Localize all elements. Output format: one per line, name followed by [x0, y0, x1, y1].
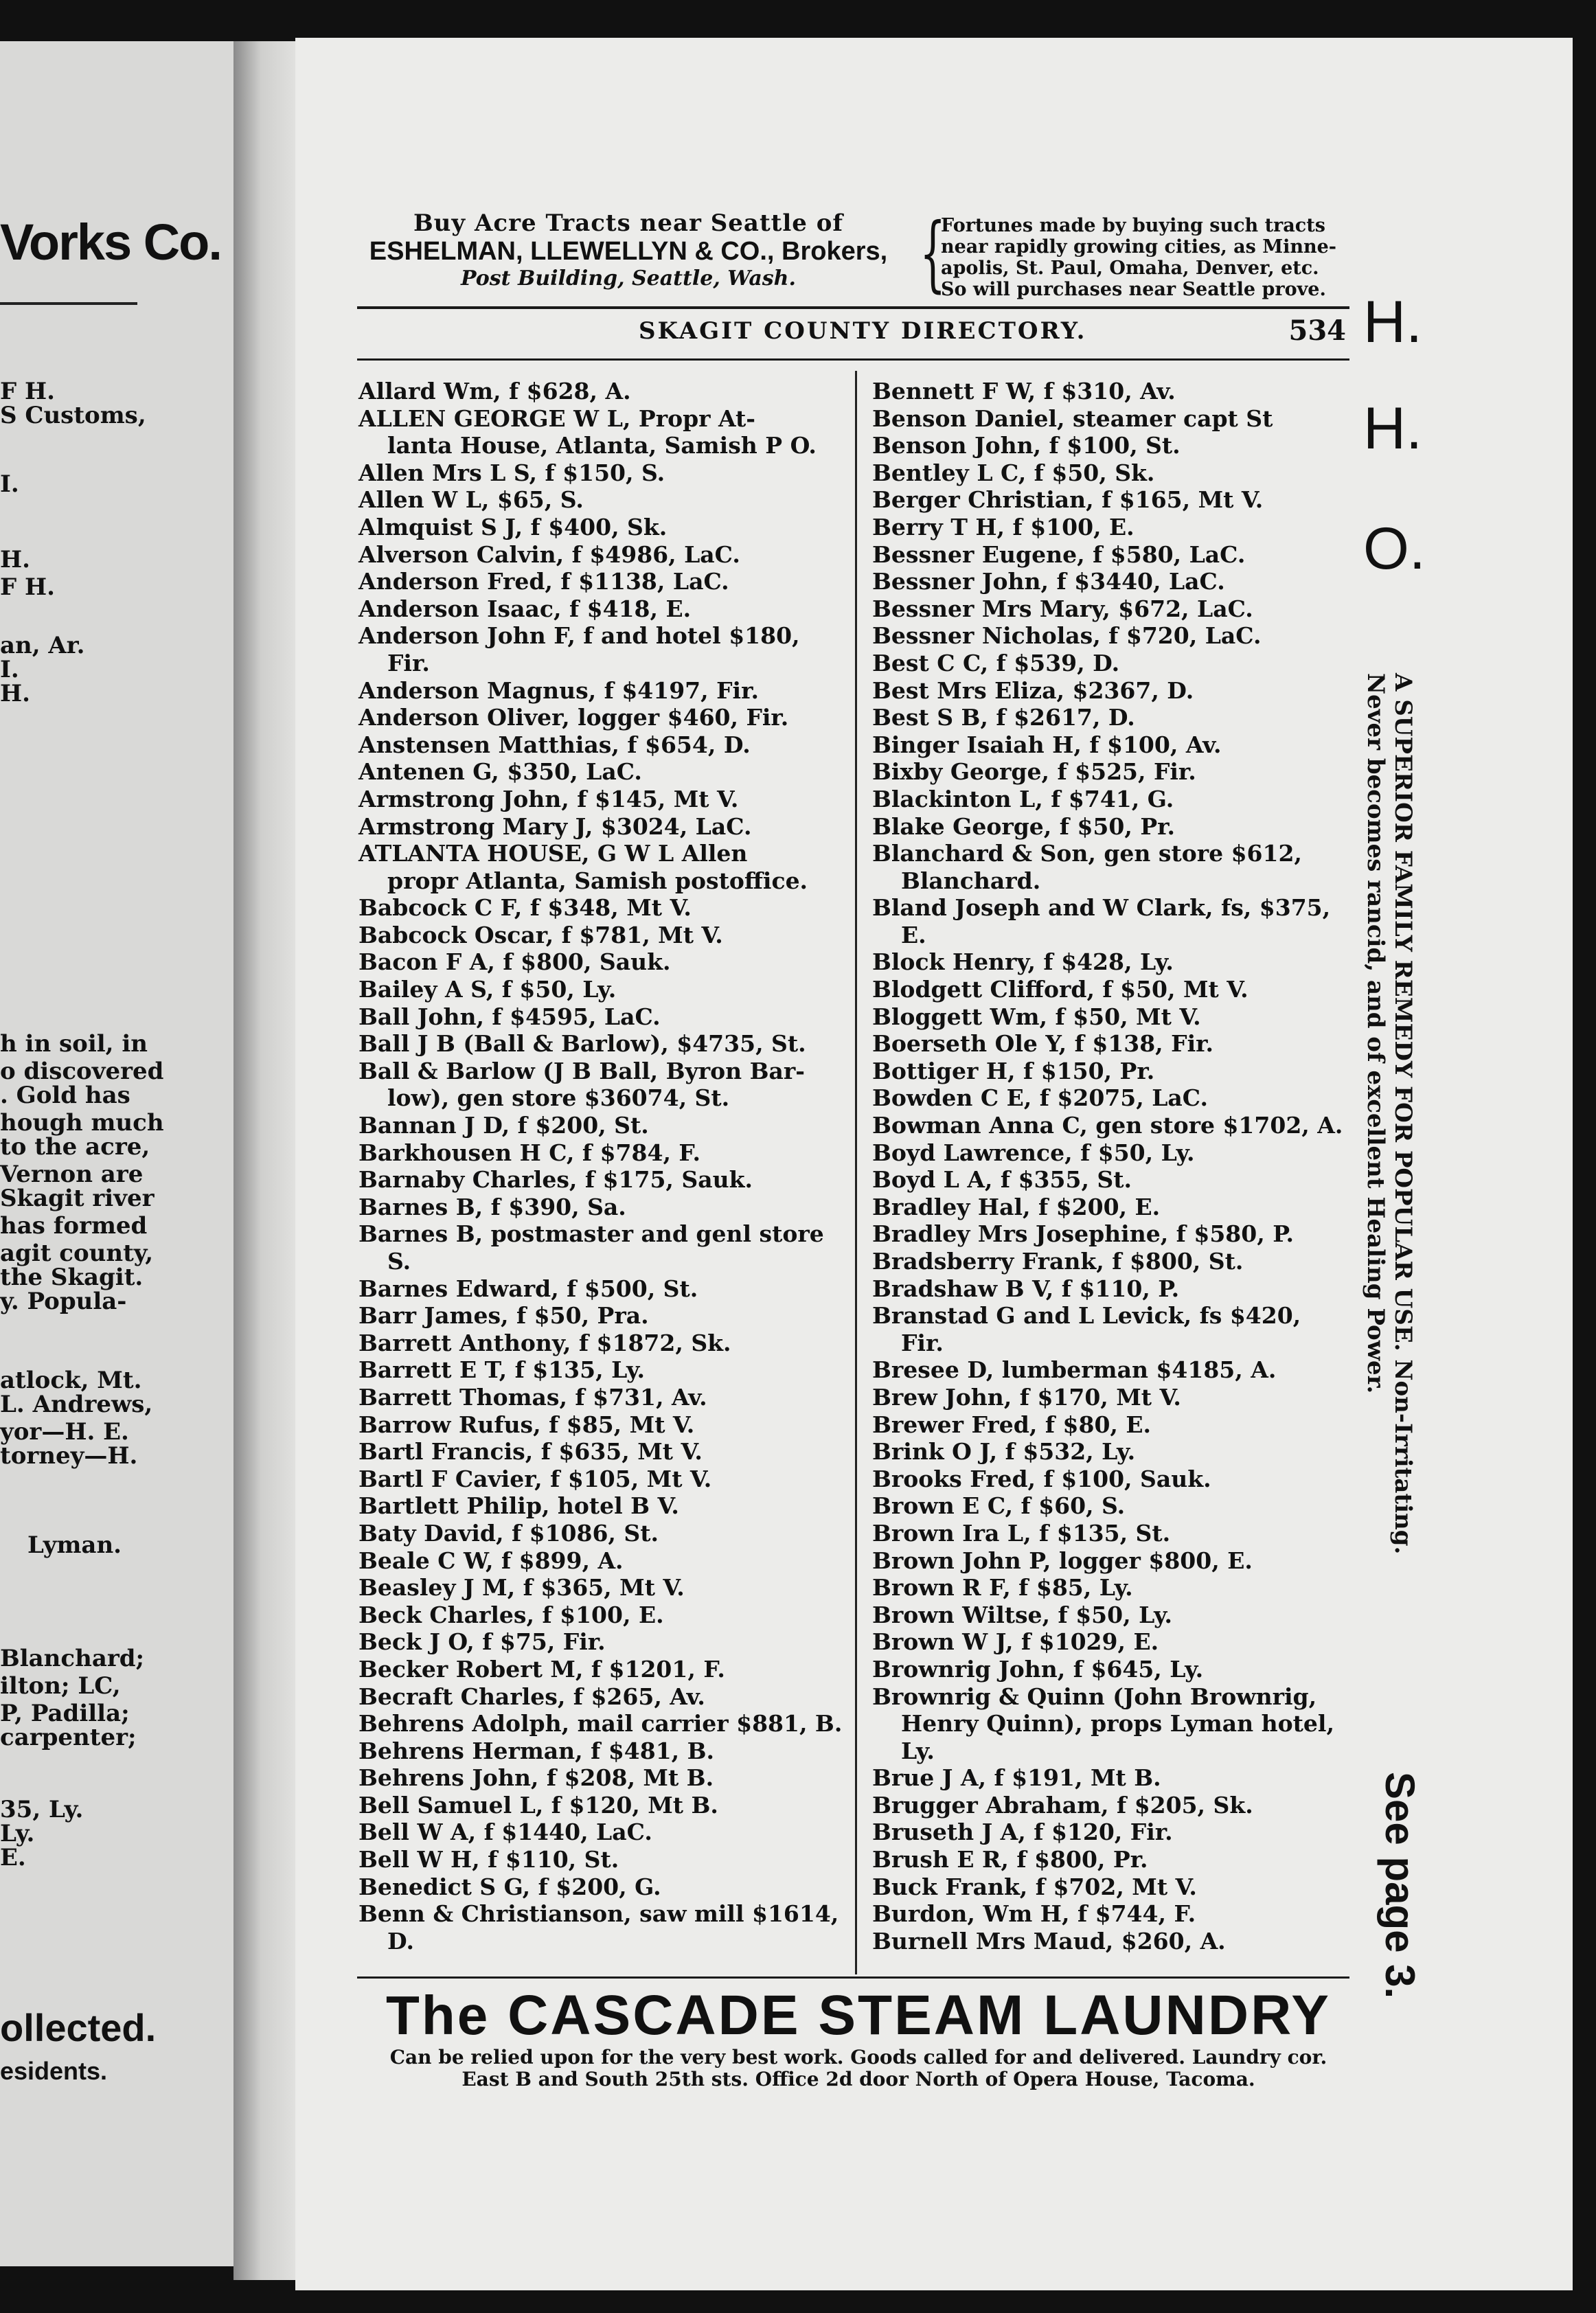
bottom-rule: [357, 1976, 1349, 1979]
directory-entry: Blackinton L, f $741, G.: [872, 785, 1174, 812]
left-page-fragment: H.: [0, 546, 30, 573]
directory-entry: E.: [901, 921, 926, 948]
left-page-fragment: Lyman.: [27, 1531, 122, 1559]
directory-entry: Bell W H, f $110, St.: [358, 1846, 619, 1873]
side-ad-letter: H.: [1363, 396, 1422, 462]
directory-entry: Block Henry, f $428, Ly.: [872, 948, 1174, 976]
left-page-fragment: carpenter;: [0, 1724, 137, 1751]
directory-entry: Anderson Fred, f $1138, LaC.: [358, 568, 729, 595]
directory-entry: Armstrong Mary J, $3024, LaC.: [358, 812, 752, 840]
directory-entry: Bacon F A, f $800, Sauk.: [358, 948, 671, 976]
directory-entry: Allen W L, $65, S.: [358, 486, 584, 514]
directory-entry: Bradshaw B V, f $110, P.: [872, 1275, 1180, 1302]
left-page-fragment: . Gold has: [0, 1082, 130, 1109]
brace-glyph: {: [920, 206, 946, 301]
directory-entry: Branstad G and L Levick, fs $420,: [872, 1302, 1301, 1330]
directory-entry: Ball & Barlow (J B Ball, Byron Bar-: [358, 1057, 805, 1084]
side-ad-see-page: See page 3.: [1377, 1772, 1423, 1999]
directory-entry: Boyd Lawrence, f $50, Ly.: [872, 1139, 1195, 1166]
directory-entry: Anstensen Matthias, f $654, D.: [358, 731, 751, 758]
left-page-fragment: the Skagit.: [0, 1264, 144, 1291]
directory-entry: Bell W A, f $1440, LaC.: [358, 1819, 652, 1846]
directory-entry: Babcock Oscar, f $781, Mt V.: [358, 921, 723, 948]
left-page-fragment: S Customs,: [0, 402, 146, 429]
directory-entry: Alverson Calvin, f $4986, LaC.: [358, 540, 740, 568]
directory-entry: Best Mrs Eliza, $2367, D.: [872, 676, 1194, 704]
laundry-line-2: East B and South 25th sts. Office 2d door North of Opera House, Tacoma.: [461, 2068, 1255, 2090]
directory-entry: S.: [387, 1248, 411, 1275]
directory-entry: Bowden C E, f $2075, LaC.: [872, 1084, 1208, 1112]
left-page-fragment: yor—H. E.: [0, 1418, 129, 1446]
side-ad-line-1: A SUPERIOR FAMILY REMEDY FOR POPULAR USE. Non-Irritating.: [1389, 673, 1417, 1555]
top-ad-line-3: Post Building, Seattle, Wash.: [461, 266, 796, 290]
top-advertisement: [357, 206, 1360, 306]
left-page-fragment: H.: [0, 680, 30, 707]
directory-entry: propr Atlanta, Samish postoffice.: [387, 867, 808, 894]
directory-entry: Barnes B, postmaster and genl store: [358, 1220, 824, 1248]
directory-entry: Baty David, f $1086, St.: [358, 1519, 659, 1547]
left-page-fragment: P, Padilla;: [0, 1700, 130, 1727]
left-page-fragment: has formed: [0, 1212, 148, 1240]
directory-entry: Burnell Mrs Maud, $260, A.: [872, 1927, 1226, 1955]
directory-entry: Bessner John, f $3440, LaC.: [872, 568, 1225, 595]
top-ad-line-1: Buy Acre Tracts near Seattle of: [413, 209, 844, 237]
directory-entry: Babcock C F, f $348, Mt V.: [358, 894, 692, 922]
directory-entry: Ball J B (Ball & Barlow), $4735, St.: [358, 1030, 806, 1058]
book-gutter: [233, 41, 302, 2280]
side-advertisement: [1363, 288, 1425, 2019]
directory-entry: Binger Isaiah H, f $100, Av.: [872, 731, 1222, 758]
directory-entry: Bradley Hal, f $200, E.: [872, 1193, 1161, 1220]
directory-entry: ALLEN GEORGE W L, Propr At-: [358, 405, 755, 432]
directory-entry: Bixby George, f $525, Fir.: [872, 758, 1196, 786]
directory-entry: Ball John, f $4595, LaC.: [358, 1003, 661, 1030]
directory-entry: Benson John, f $100, St.: [872, 432, 1181, 459]
directory-entry: ATLANTA HOUSE, G W L Allen: [358, 840, 748, 867]
directory-entry: Boerseth Ole Y, f $138, Fir.: [872, 1030, 1213, 1058]
directory-entry: Brue J A, f $191, Mt B.: [872, 1764, 1161, 1792]
directory-entry: Barrett E T, f $135, Ly.: [358, 1356, 645, 1384]
side-ad-letter: H.: [1363, 289, 1422, 355]
directory-entry: Bessner Mrs Mary, $672, LaC.: [872, 595, 1253, 622]
directory-entry: Becraft Charles, f $265, Av.: [358, 1683, 705, 1710]
directory-entry: Beasley J M, f $365, Mt V.: [358, 1574, 685, 1602]
laundry-title-rest: CASCADE STEAM LAUNDRY: [508, 1984, 1331, 2047]
left-page-fragment: agit county,: [0, 1240, 154, 1267]
directory-entry: Barr James, f $50, Pra.: [358, 1302, 649, 1330]
left-page-rule: [0, 302, 137, 305]
left-page-fragment: to the acre,: [0, 1133, 150, 1161]
directory-entry: Henry Quinn), props Lyman hotel,: [901, 1710, 1334, 1737]
directory-entry: Bradley Mrs Josephine, f $580, P.: [872, 1220, 1295, 1248]
left-page-fragment: h in soil, in: [0, 1030, 148, 1058]
directory-entry: Bloggett Wm, f $50, Mt V.: [872, 1003, 1201, 1030]
directory-entry: Almquist S J, f $400, Sk.: [358, 513, 668, 540]
bottom-advertisement: [357, 1985, 1360, 2090]
directory-entry: Brooks Fred, f $100, Sauk.: [872, 1465, 1211, 1492]
left-page-fragment: I.: [0, 656, 19, 683]
directory-entry: Anderson Oliver, logger $460, Fir.: [358, 704, 789, 731]
directory-entry: Bottiger H, f $150, Pr.: [872, 1057, 1155, 1084]
left-page-fragment: torney—H.: [0, 1442, 138, 1470]
left-page-fragment: I.: [0, 470, 19, 498]
directory-entry: Armstrong John, f $145, Mt V.: [358, 785, 739, 812]
directory-entry: Brownrig & Quinn (John Brownrig,: [872, 1683, 1317, 1710]
directory-entry: Bland Joseph and W Clark, fs, $375,: [872, 894, 1331, 922]
directory-entry: Anderson Isaac, f $418, E.: [358, 595, 692, 622]
left-footer-line-1: ollected.: [0, 2006, 157, 2049]
directory-entry: Brown Wiltse, f $50, Ly.: [872, 1601, 1172, 1628]
directory-entry: Beale C W, f $899, A.: [358, 1547, 624, 1574]
side-ad-line-2: Never becomes rancid, and of excellent Healing Power.: [1362, 673, 1389, 1394]
directory-entry: Barrett Anthony, f $1872, Sk.: [358, 1329, 731, 1356]
directory-entry: Barrett Thomas, f $731, Av.: [358, 1383, 707, 1411]
running-head: [357, 317, 1346, 352]
left-page-fragment: Blanchard;: [0, 1645, 145, 1672]
top-ad-right-line: apolis, St. Paul, Omaha, Denver, etc.: [941, 258, 1319, 279]
directory-entry: Brownrig John, f $645, Ly.: [872, 1655, 1204, 1683]
top-ad-right-line: So will purchases near Seattle prove.: [941, 279, 1326, 300]
directory-entry: Bailey A S, f $50, Ly.: [358, 976, 617, 1003]
directory-entry: Buck Frank, f $702, Mt V.: [872, 1873, 1197, 1900]
top-ad-left: [357, 209, 900, 290]
directory-entry: Brown John P, logger $800, E.: [872, 1547, 1253, 1574]
left-page-header: Vorks Co.: [0, 214, 221, 271]
directory-entry: Benedict S G, f $200, G.: [358, 1873, 661, 1900]
directory-entry: Blake George, f $50, Pr.: [872, 812, 1175, 840]
directory-entry: Benn & Christianson, saw mill $1614,: [358, 1900, 839, 1928]
directory-entry: low), gen store $36074, St.: [387, 1084, 730, 1112]
directory-entry: Beck Charles, f $100, E.: [358, 1601, 664, 1628]
directory-entry: Bessner Nicholas, f $720, LaC.: [872, 622, 1262, 650]
left-page-fragment: o discovered: [0, 1058, 164, 1085]
directory-entry: Ly.: [901, 1737, 935, 1764]
directory-entry: Bessner Eugene, f $580, LaC.: [872, 540, 1246, 568]
directory-entry: Barnes Edward, f $500, St.: [358, 1275, 698, 1302]
top-ad-right: [941, 215, 1367, 300]
left-page-fragment: Skagit river: [0, 1185, 155, 1212]
left-page-fragment: Vernon are: [0, 1161, 144, 1188]
directory-entry: Allen Mrs L S, f $150, S.: [358, 459, 665, 486]
directory-entry: Antenen G, $350, LaC.: [358, 758, 642, 786]
directory-column-2: [872, 378, 1353, 1955]
directory-entry: Behrens Herman, f $481, B.: [358, 1737, 715, 1764]
left-page-fragment: hough much: [0, 1109, 164, 1137]
left-page-fragment: F H.: [0, 378, 55, 405]
top-rule: [357, 306, 1349, 309]
laundry-title-the: The: [386, 1985, 490, 2046]
directory-entry: Brush E R, f $800, Pr.: [872, 1846, 1148, 1873]
directory-entry: Brown Ira L, f $135, St.: [872, 1519, 1171, 1547]
directory-entry: Benson Daniel, steamer capt St: [872, 405, 1273, 432]
directory-column-1: [358, 378, 843, 1955]
left-page-fragment: ilton; LC,: [0, 1672, 121, 1700]
directory-entry: Best S B, f $2617, D.: [872, 704, 1135, 731]
left-footer-line-2: esidents.: [0, 2057, 108, 2085]
directory-entry: Brown R F, f $85, Ly.: [872, 1574, 1133, 1602]
top-ad-right-line: near rapidly growing cities, as Minne-: [941, 236, 1337, 258]
directory-entry: Boyd L A, f $355, St.: [872, 1166, 1132, 1194]
directory-entry: Brugger Abraham, f $205, Sk.: [872, 1791, 1253, 1819]
directory-entry: Behrens Adolph, mail carrier $881, B.: [358, 1710, 843, 1737]
directory-entry: Bentley L C, f $50, Sk.: [872, 459, 1155, 486]
directory-entry: Barnaby Charles, f $175, Sauk.: [358, 1166, 753, 1194]
directory-entry: Beck J O, f $75, Fir.: [358, 1628, 606, 1656]
directory-entry: Bartlett Philip, hotel B V.: [358, 1492, 679, 1520]
left-page-fragment: an, Ar.: [0, 632, 85, 659]
directory-entry: Blodgett Clifford, f $50, Mt V.: [872, 976, 1249, 1003]
directory-entry: Bannan J D, f $200, St.: [358, 1112, 649, 1139]
left-page-fragment: E.: [0, 1844, 26, 1871]
left-page-fragment: 35, Ly.: [0, 1796, 84, 1823]
directory-entry: Berger Christian, f $165, Mt V.: [872, 486, 1264, 514]
directory-title: SKAGIT COUNTY DIRECTORY.: [639, 317, 1087, 345]
directory-entry: Bowman Anna C, gen store $1702, A.: [872, 1112, 1343, 1139]
left-page-fragment: L. Andrews,: [0, 1391, 153, 1418]
left-facing-page: [0, 41, 233, 2266]
directory-entry: Bresee D, lumberman $4185, A.: [872, 1356, 1277, 1384]
directory-entry: lanta House, Atlanta, Samish P O.: [387, 432, 817, 459]
top-ad-right-line: Fortunes made by buying such tracts: [941, 215, 1325, 236]
directory-entry: Blanchard.: [901, 867, 1041, 894]
directory-entry: Fir.: [901, 1329, 944, 1356]
laundry-line-1: Can be relied upon for the very best work. Goods called for and delivered. Laundry cor.: [389, 2046, 1327, 2069]
directory-entry: Blanchard & Son, gen store $612,: [872, 840, 1302, 867]
directory-entry: Brewer Fred, f $80, E.: [872, 1411, 1152, 1438]
directory-entry: Brew John, f $170, Mt V.: [872, 1383, 1181, 1411]
side-ad-letter: O.: [1363, 516, 1426, 582]
directory-entry: Brink O J, f $532, Ly.: [872, 1438, 1136, 1466]
directory-entry: Anderson Magnus, f $4197, Fir.: [358, 676, 759, 704]
left-page-fragment: y. Popula-: [0, 1288, 127, 1315]
directory-entry: Behrens John, f $208, Mt B.: [358, 1764, 714, 1792]
directory-entry: Barnes B, f $390, Sa.: [358, 1193, 626, 1220]
directory-entry: Brown E C, f $60, S.: [872, 1492, 1126, 1520]
head-rule: [357, 358, 1349, 361]
left-page-fragment: Ly.: [0, 1820, 35, 1847]
directory-entry: Allard Wm, f $628, A.: [358, 378, 631, 405]
directory-entry: Brown W J, f $1029, E.: [872, 1628, 1159, 1656]
directory-entry: Barkhousen H C, f $784, F.: [358, 1139, 701, 1166]
directory-entry: Fir.: [387, 649, 430, 676]
left-page-fragment: F H.: [0, 573, 55, 601]
directory-entry: Bennett F W, f $310, Av.: [872, 378, 1176, 405]
directory-entry: Bartl F Cavier, f $105, Mt V.: [358, 1465, 712, 1492]
directory-entry: Barrow Rufus, f $85, Mt V.: [358, 1411, 695, 1438]
laundry-title: [357, 1985, 1360, 2047]
directory-entry: Bartl Francis, f $635, Mt V.: [358, 1438, 703, 1466]
directory-entry: Bruseth J A, f $120, Fir.: [872, 1819, 1173, 1846]
directory-entry: Bradsberry Frank, f $800, St.: [872, 1248, 1244, 1275]
directory-entry: Burdon, Wm H, f $744, F.: [872, 1900, 1196, 1928]
directory-entry: Anderson John F, f and hotel $180,: [358, 622, 800, 650]
directory-entry: D.: [387, 1927, 414, 1955]
directory-entry: Berry T H, f $100, E.: [872, 513, 1135, 540]
directory-entry: Becker Robert M, f $1201, F.: [358, 1655, 725, 1683]
column-divider: [855, 371, 857, 1974]
left-page-fragment: atlock, Mt.: [0, 1367, 142, 1394]
directory-entry: Bell Samuel L, f $120, Mt B.: [358, 1791, 718, 1819]
top-ad-line-2: ESHELMAN, LLEWELLYN & CO., Brokers,: [369, 237, 888, 266]
page-number: 534: [1288, 315, 1346, 347]
directory-entry: Best C C, f $539, D.: [872, 649, 1120, 676]
